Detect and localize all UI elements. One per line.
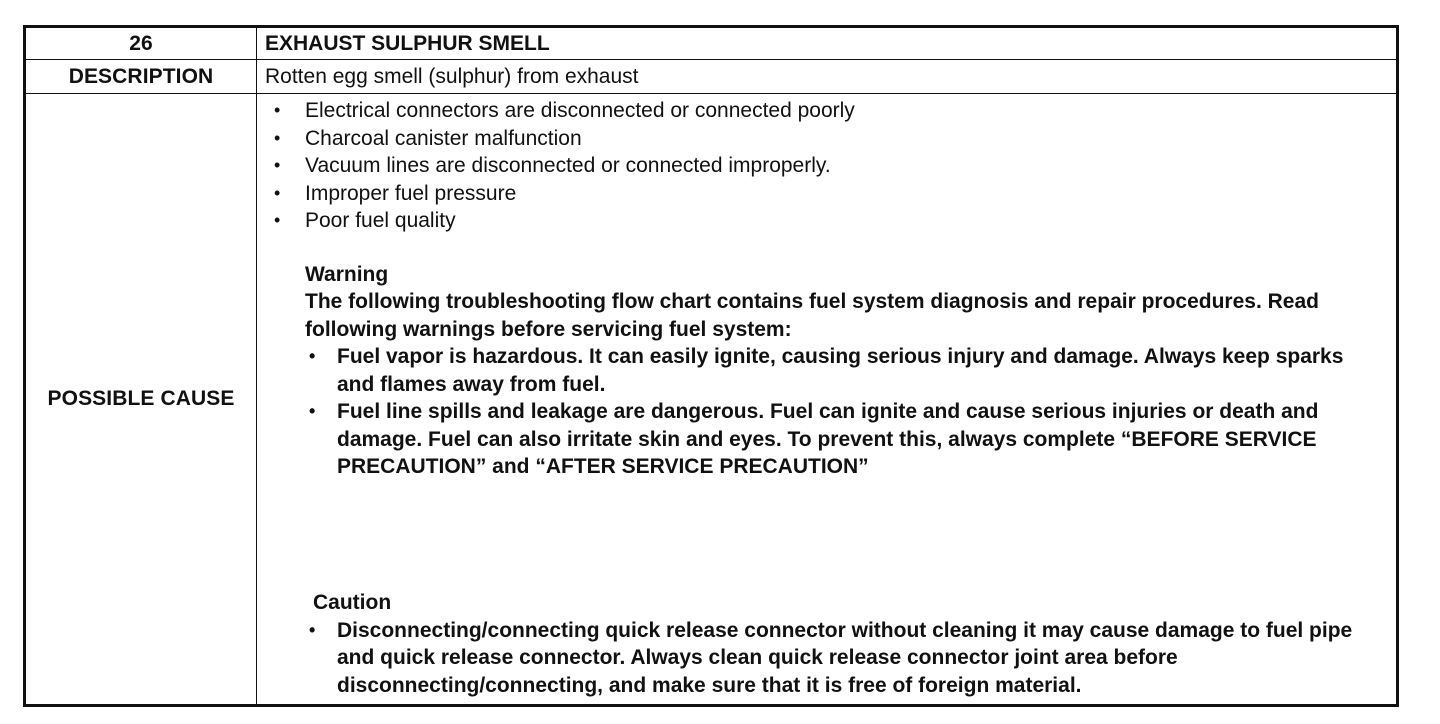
list-item: • Disconnecting/connecting quick release connector without cleaning it may cause damage to fuel pipe and quick release connector. Always clean quick release connector joint area before disconnecting/connecting, and make sure that it is free of foreign material. (309, 618, 1353, 697)
bullet-icon: • (274, 127, 281, 148)
list-item: • Fuel vapor is hazardous. It can easily ignite, causing serious injury and damage. Always keep sparks and flames away from fuel. (309, 345, 1344, 396)
bullet-icon: • (274, 210, 281, 230)
header-row (26, 28, 1397, 60)
warning-intro: The following troubleshooting flow chart contains fuel system diagnosis and repair procedures. Read following warnings before servicing fuel system: (305, 290, 1319, 341)
troubleshooting-table-frame (23, 25, 1399, 707)
description-text: Rotten egg smell (sulphur) from exhaust (257, 60, 1397, 94)
possible-cause-row (26, 94, 1397, 705)
cause-list (271, 97, 1384, 235)
possible-cause-content (257, 94, 1397, 705)
warning-block (271, 261, 1384, 481)
item-number: 26 (26, 28, 257, 60)
caution-list (305, 617, 1384, 700)
list-item: • Fuel line spills and leakage are dangerous. Fuel can ignite and cause serious injuries or death and damage. Fuel can also irritate skin and eyes. To prevent this, always complete “BEFORE SERVICE PRECAUTION” and “AFTER SERVICE PRECAUTION” (309, 400, 1319, 478)
bullet-icon: • (309, 401, 316, 421)
bullet-icon: • (274, 100, 281, 120)
bullet-icon: • (274, 155, 281, 175)
troubleshooting-table (25, 27, 1397, 705)
list-item: • Poor fuel quality (271, 207, 1384, 235)
list-item: • Vacuum lines are disconnected or connected improperly. (271, 152, 1384, 180)
list-item: • Electrical connectors are disconnected or connected poorly (271, 97, 1384, 125)
bullet-icon: • (309, 346, 316, 366)
list-item: • Charcoal canister malfunction (271, 125, 1384, 153)
bullet-icon: • (274, 182, 281, 203)
description-label: DESCRIPTION (26, 60, 257, 94)
symptom-title: EXHAUST SULPHUR SMELL (257, 28, 1397, 60)
possible-cause-label: POSSIBLE CAUSE (26, 94, 257, 705)
caution-title: Caution (313, 591, 392, 614)
bullet-icon: • (309, 619, 316, 640)
warning-title: Warning (305, 262, 389, 286)
list-item: • Improper fuel pressure (271, 180, 1384, 208)
caution-block (271, 589, 1384, 699)
warning-list (305, 343, 1384, 481)
description-row (26, 60, 1397, 94)
